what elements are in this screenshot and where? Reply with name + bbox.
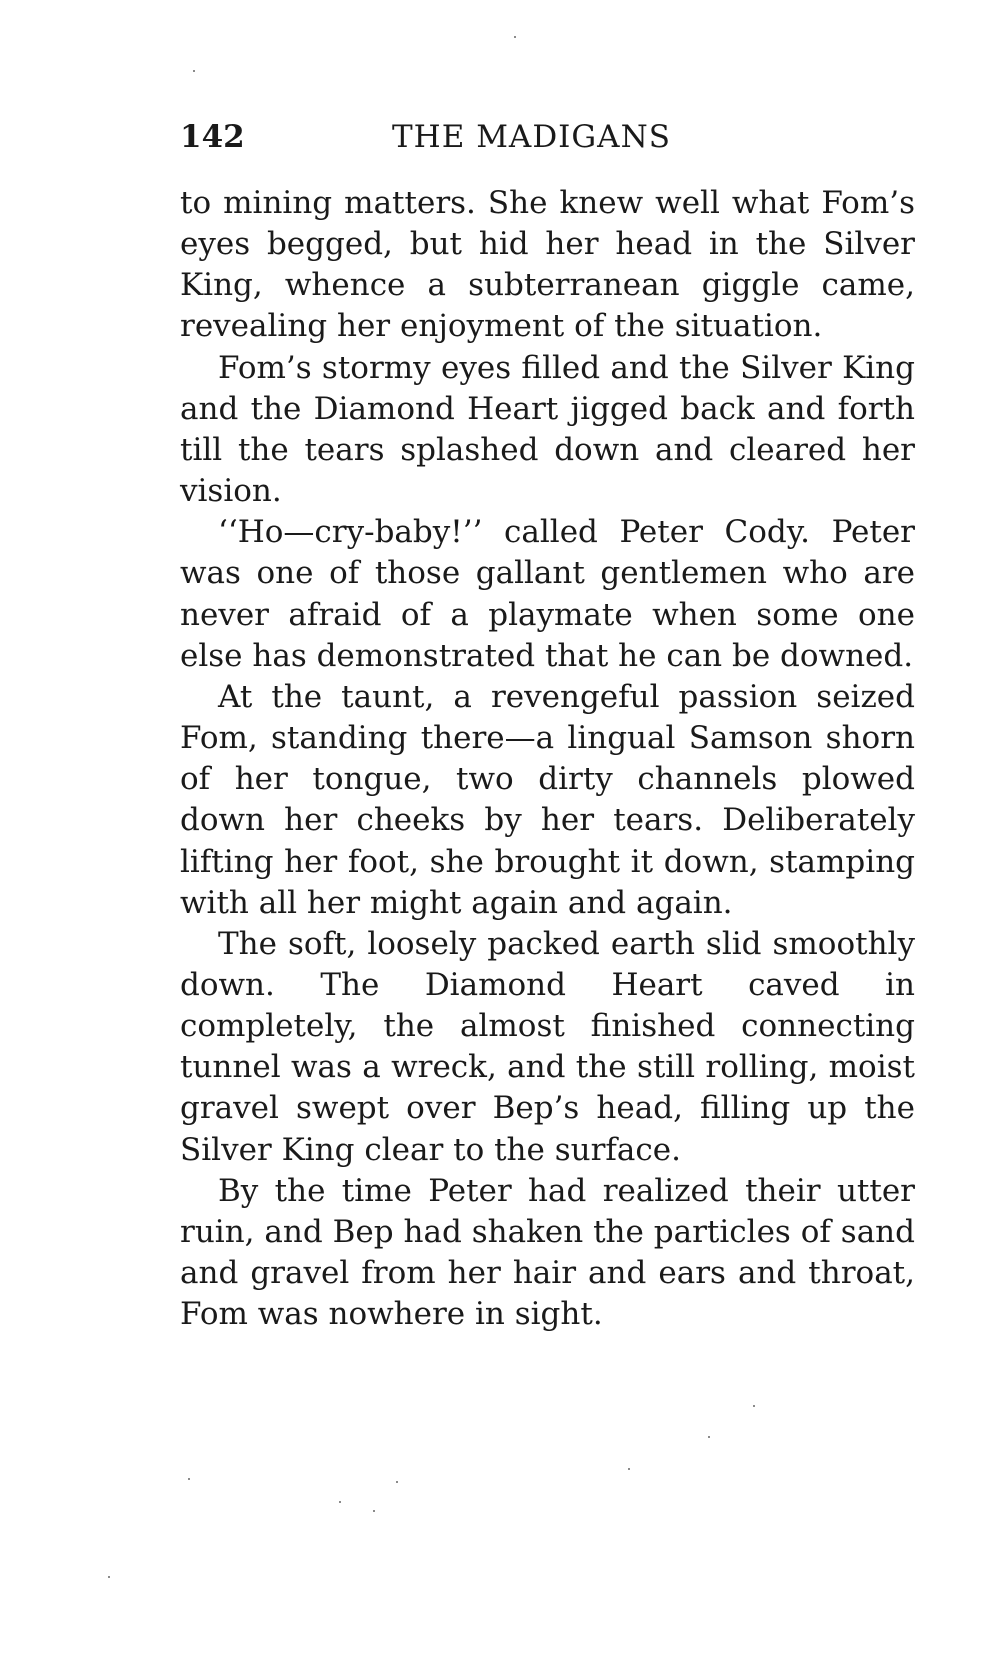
scan-speck	[628, 1468, 630, 1470]
paragraph: By the time Peter had realized their utter ruin, and Bep had shaken the particles of sand and gravel from her hair and ears and throat, Fom was nowhere in sight.	[180, 1172, 915, 1333]
page-number: 142	[180, 119, 245, 155]
scan-speck	[339, 1501, 341, 1503]
paragraph: ‘‘Ho—cry-baby!’’ called Peter Cody. Peter was one of those gallant gentlemen who are never afraid of a playmate when some one else has demonstrated that he can be downed.	[180, 514, 915, 674]
scan-speck	[753, 1405, 755, 1407]
paragraph: Fom’s stormy eyes filled and the Silver King and the Diamond Heart jigged back and forth till the tears splashed down and cleared her vision.	[180, 349, 915, 510]
scan-speck	[193, 70, 195, 72]
paragraph: The soft, loosely packed earth slid smoothly down. The Diamond Heart caved in completely, the almost finished connecting tunnel was a wreck, and the still rolling, moist gravel swept over Bep’s head, filling up the Silver King clear to the surface.	[180, 925, 915, 1168]
scan-speck	[108, 1576, 110, 1578]
scan-speck	[514, 36, 516, 38]
scan-speck	[188, 1478, 190, 1480]
paragraph: At the taunt, a revengeful passion seized Fom, standing there—a lingual Samson shorn of her tongue, two dirty channels plowed down her cheeks by her tears. Deliberately lifting her foot, she brought it down, stamping with all her might again and again.	[180, 678, 915, 921]
paragraph-continuation: to mining matters. She knew well what Fom’s eyes begged, but hid her head in the Silver King, whence a subterranean giggle came, revealing her enjoyment of the situation.	[180, 185, 915, 345]
body-text	[180, 183, 915, 1335]
scan-speck	[396, 1481, 398, 1483]
scan-speck	[708, 1436, 710, 1438]
page-header	[180, 112, 720, 162]
scan-speck	[373, 1510, 375, 1512]
running-title: THE MADIGANS	[392, 119, 671, 155]
